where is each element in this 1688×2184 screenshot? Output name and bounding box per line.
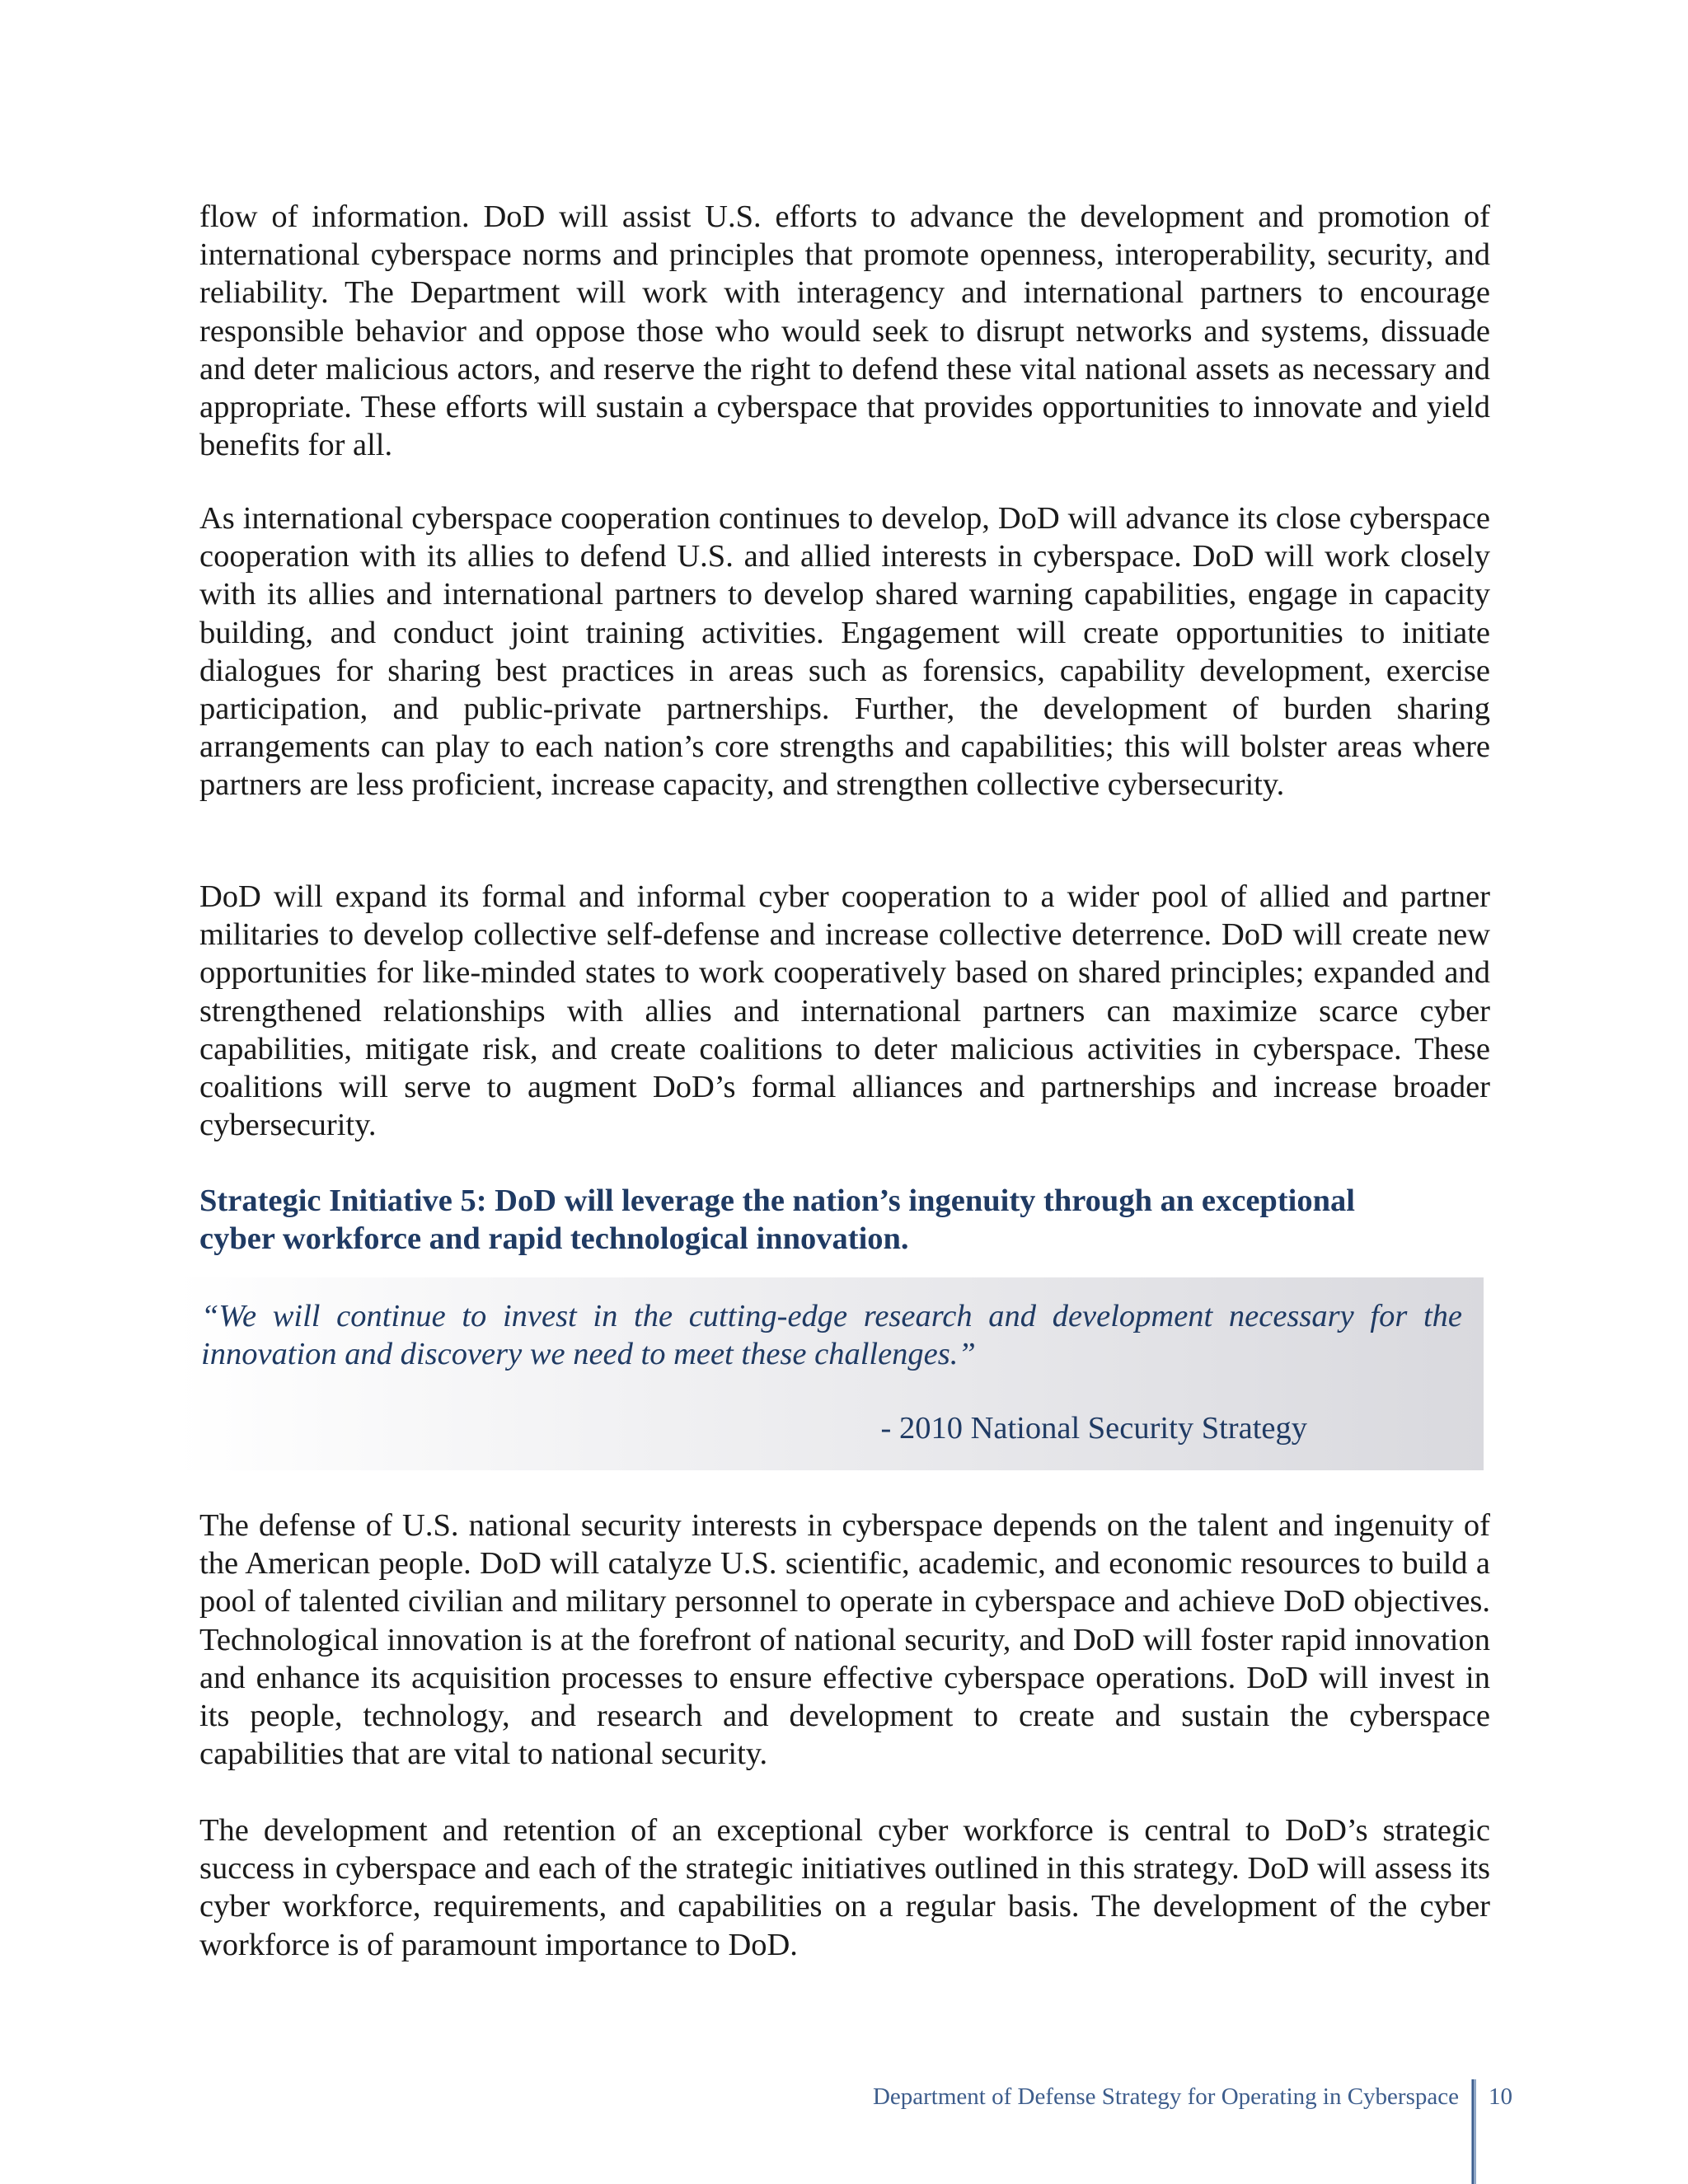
paragraph-cyber-workforce: The development and retention of an exceptional cyber workforce is central to DoD’s strategic success in cyberspace and each of the strategic initiatives outlined in this strategy. DoD will assess its cyber workforce, requirements, and capabilities on a regular basis. The development of the cyber workforce is of paramount importance to DoD.: [199, 1813, 1490, 1962]
pull-quote-text: “We will continue to invest in the cutting-edge research and development necessary for the innovation and discovery we need to meet these challenges.”: [201, 1299, 1462, 1371]
paragraph-international-norms: flow of information. DoD will assist U.S. efforts to advance the development and promotion of international cyberspace norms and principles that promote openness, interoperability, security, and reliability. The Department will work with interagency and international partners to encourage responsible behavior and oppose those who would seek to disrupt networks and systems, dissuade and deter malicious actors, and reserve the right to defend these vital national assets as necessary and appropriate. These efforts will sustain a cyberspace that provides opportunities to innovate and yield benefits for all.: [199, 199, 1490, 463]
pull-quote-box: [176, 1277, 1484, 1470]
paragraph-talent-ingenuity: The defense of U.S. national security interests in cyberspace depends on the talent and ingenuity of the American people. DoD will catalyze U.S. scientific, academic, and economic resources to build a pool of talented civilian and military personnel to operate in cyberspace and achieve DoD objectives. Technological innovation is at the forefront of national security, and DoD will foster rapid innovation and enhance its acquisition processes to ensure effective cyberspace operations. DoD will invest in its people, technology, and research and development to create and sustain the cyberspace capabilities that are vital to national security.: [199, 1508, 1490, 1772]
paragraph-partner-militaries: DoD will expand its formal and informal cyber cooperation to a wider pool of allied and partner militaries to develop collective self-defense and increase collective deterrence. DoD will create new opportunities for like-minded states to work cooperatively based on shared principles; expanded and strengthened relationships with allies and international partners can maximize scarce cyber capabilities, mitigate risk, and create coalitions to deter malicious activities in cyberspace. These coalitions will serve to augment DoD’s formal alliances and partnerships and increase broader cybersecurity.: [199, 879, 1490, 1143]
page-number: 10: [1489, 2083, 1512, 2110]
footer-divider: [1471, 2079, 1476, 2184]
section-heading-line-1: Strategic Initiative 5: DoD will leverage the nation’s ingenuity through an exceptional: [199, 1183, 1355, 1218]
section-heading-line-2: cyber workforce and rapid technological innovation.: [199, 1221, 909, 1256]
paragraph-allied-cooperation: As international cyberspace cooperation continues to develop, DoD will advance its close cyberspace cooperation with its allies to defend U.S. and allied interests in cyberspace. DoD will work closely with its allies and international partners to develop shared warning capabilities, engage in capacity building, and conduct joint training activities. Engagement will create opportunities to initiate dialogues for sharing best practices in areas such as forensics, capability development, exercise participation, and public-private partnerships. Further, the development of burden sharing arrangements can play to each nation’s core strengths and capabilities; this will bolster areas where partners are less proficient, increase capacity, and strengthen collective cybersecurity.: [199, 501, 1490, 803]
pull-quote-attribution: - 2010 National Security Strategy: [880, 1411, 1307, 1446]
footer-document-title: Department of Defense Strategy for Operating in Cyberspace: [872, 2083, 1459, 2110]
section-heading: [199, 1182, 1490, 1258]
